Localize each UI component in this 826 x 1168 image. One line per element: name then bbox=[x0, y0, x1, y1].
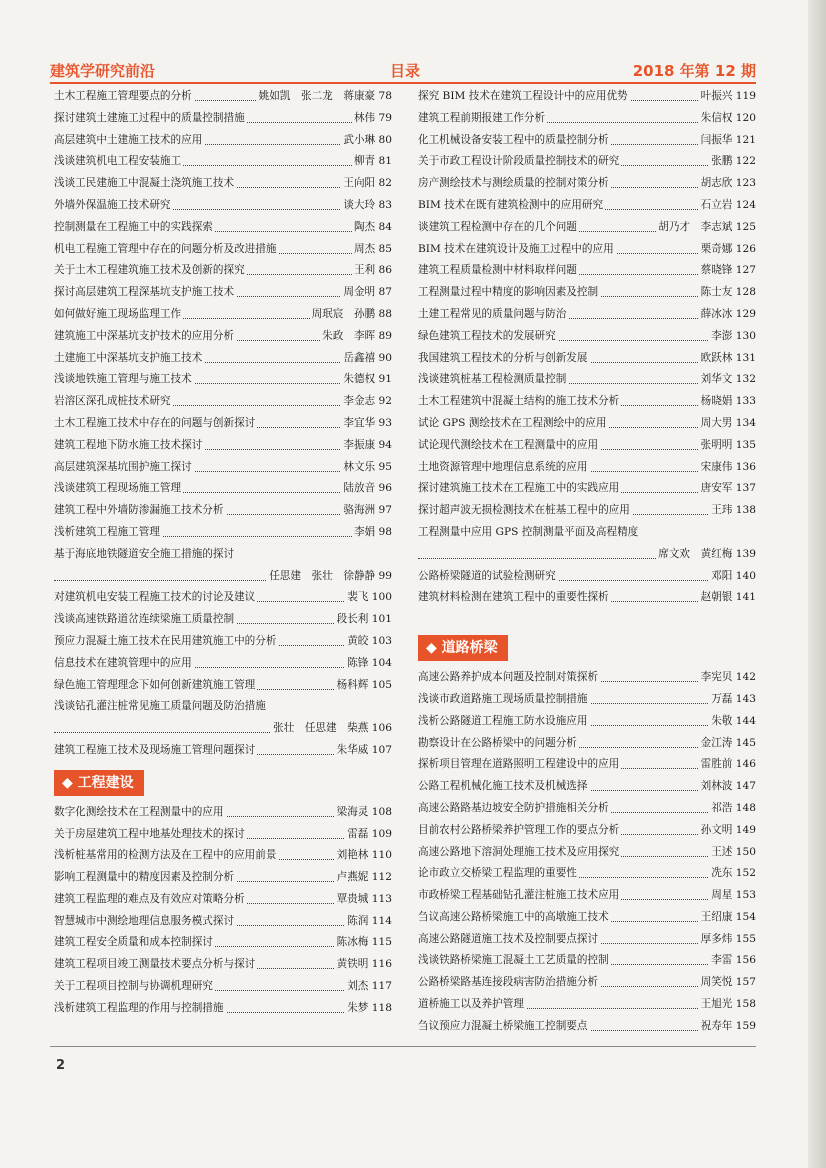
toc-entry[interactable] bbox=[418, 369, 756, 391]
entry-title: 建筑工程中外墙防渗漏施工技术分析 bbox=[54, 500, 226, 522]
entry-authors-page: 陈冰梅 115 bbox=[335, 932, 392, 954]
entry-authors-page: 朱华威 107 bbox=[335, 740, 392, 762]
toc-entry[interactable] bbox=[418, 151, 756, 173]
toc-entry[interactable] bbox=[418, 282, 756, 304]
toc-entry[interactable] bbox=[418, 173, 756, 195]
right-column bbox=[418, 86, 756, 1038]
toc-entry[interactable] bbox=[54, 544, 392, 566]
entry-authors-page: 杨科辉 105 bbox=[335, 675, 392, 697]
toc-entry[interactable] bbox=[418, 391, 756, 413]
entry-authors-page: 李宪贝 142 bbox=[699, 667, 756, 689]
entry-title: 高层建筑中土建施工技术的应用 bbox=[54, 130, 204, 152]
toc-entry[interactable] bbox=[54, 911, 392, 933]
toc-entry-continuation[interactable] bbox=[54, 718, 392, 740]
entry-title: 高速公路地下溶洞处理施工技术及应用探究 bbox=[418, 842, 621, 864]
toc-entry[interactable] bbox=[418, 217, 756, 239]
toc-entry[interactable] bbox=[54, 824, 392, 846]
issue-label: 2018 年第 12 期 bbox=[632, 62, 756, 80]
toc-entry[interactable] bbox=[54, 457, 392, 479]
entry-authors-page: 林文乐 95 bbox=[341, 457, 392, 479]
footer-rule bbox=[50, 1046, 756, 1047]
toc-entry[interactable] bbox=[418, 478, 756, 500]
entry-authors-page: 李娟 98 bbox=[352, 522, 392, 544]
entry-authors-page: 宋康伟 136 bbox=[699, 457, 756, 479]
entry-authors-page: 骆海洲 97 bbox=[341, 500, 392, 522]
toc-entry[interactable] bbox=[54, 478, 392, 500]
toc-entry[interactable] bbox=[54, 653, 392, 675]
entry-authors-page: 张明明 135 bbox=[699, 435, 756, 457]
entry-title: 高速公路隧道施工技术及控制要点探讨 bbox=[418, 929, 600, 951]
section-badge: ◆ 工程建设 bbox=[54, 770, 144, 796]
entry-title: 房产测绘技术与测绘质量的控制对策分析 bbox=[418, 173, 611, 195]
toc-entry[interactable] bbox=[54, 976, 392, 998]
toc-entry[interactable] bbox=[54, 108, 392, 130]
entry-authors-page: 朱梦 118 bbox=[345, 998, 392, 1020]
section-heading-engineering bbox=[54, 762, 392, 802]
toc-entry[interactable] bbox=[418, 522, 756, 544]
entry-authors-page: 欧跃林 131 bbox=[699, 348, 756, 370]
entry-title: 试论 GPS 测绘技术在工程测绘中的应用 bbox=[418, 413, 609, 435]
entry-authors-page: 陈润 114 bbox=[345, 911, 392, 933]
toc-entry[interactable] bbox=[54, 609, 392, 631]
entry-title: 建筑工程监理的难点及有效应对策略分析 bbox=[54, 889, 247, 911]
toc-entry[interactable] bbox=[418, 130, 756, 152]
entry-title: 关于工程项目控制与协调机理研究 bbox=[54, 976, 215, 998]
entry-authors-page: 万磊 143 bbox=[709, 689, 756, 711]
entry-title: 建筑工程安全质量和成本控制探讨 bbox=[54, 932, 215, 954]
entry-title: 浅谈地铁施工管理与施工技术 bbox=[54, 369, 194, 391]
section-heading-roads-bridges bbox=[418, 627, 756, 667]
entry-authors-page: 陈锋 104 bbox=[345, 653, 392, 675]
toc-entry[interactable] bbox=[418, 587, 756, 609]
entry-authors-page: 叶振兴 119 bbox=[699, 86, 756, 108]
toc-entry[interactable] bbox=[54, 522, 392, 544]
entry-title: 浅析桩基常用的检测方法及在工程中的应用前景 bbox=[54, 845, 278, 867]
toc-entry[interactable] bbox=[418, 776, 756, 798]
entry-authors-page: 周星 153 bbox=[709, 885, 756, 907]
entry-title: 如何做好施工现场监理工作 bbox=[54, 304, 183, 326]
entry-authors-page: 薛冰冰 129 bbox=[699, 304, 756, 326]
entry-authors-page: 祝寿年 159 bbox=[699, 1016, 756, 1038]
entry-title: 市政桥梁工程基础钻孔灌注桩施工技术应用 bbox=[418, 885, 621, 907]
toc-entry[interactable] bbox=[418, 994, 756, 1016]
toc-entry[interactable] bbox=[54, 86, 392, 108]
entry-authors-page: 冼东 152 bbox=[709, 863, 756, 885]
journal-name: 建筑学研究前沿 bbox=[50, 62, 156, 80]
toc-entry[interactable] bbox=[54, 867, 392, 889]
toc-entry[interactable] bbox=[54, 282, 392, 304]
entry-title: 数字化测绘技术在工程测量中的应用 bbox=[54, 802, 226, 824]
entry-authors-page: 姚如凯 张二龙 蒋康豪 78 bbox=[257, 86, 392, 108]
entry-authors-page: 武小琳 80 bbox=[341, 130, 392, 152]
entry-title: 关于土木工程建筑施工技术及创新的探究 bbox=[54, 260, 247, 282]
entry-authors-page: 柳青 81 bbox=[352, 151, 392, 173]
toc-entry[interactable] bbox=[54, 260, 392, 282]
toc-entry[interactable] bbox=[418, 972, 756, 994]
entry-authors-page: 段长利 101 bbox=[335, 609, 392, 631]
toc-entry[interactable] bbox=[54, 391, 392, 413]
entry-title: 建筑工程施工技术及现场施工管理问题探讨 bbox=[54, 740, 257, 762]
entry-authors-page: 杨晓娟 133 bbox=[699, 391, 756, 413]
toc-entry[interactable] bbox=[418, 842, 756, 864]
entry-authors-page: 周大男 134 bbox=[699, 413, 756, 435]
toc-entry[interactable] bbox=[54, 631, 392, 653]
toc-entry[interactable] bbox=[418, 929, 756, 951]
entry-authors-page: 刘艳林 110 bbox=[335, 845, 392, 867]
toc-entry[interactable] bbox=[418, 348, 756, 370]
entry-authors-page: 周笑悦 157 bbox=[699, 972, 756, 994]
entry-title: 刍议高速公路桥梁施工中的高墩施工技术 bbox=[418, 907, 611, 929]
entry-title: 浅析公路隧道工程施工防水设施应用 bbox=[418, 711, 590, 733]
entry-title: 土木工程建筑中混凝土结构的施工技术分析 bbox=[418, 391, 621, 413]
entry-title: 公路桥梁路基连接段病害防治措施分析 bbox=[418, 972, 600, 994]
entry-authors-page: 黄铁明 116 bbox=[335, 954, 392, 976]
entry-title: 浅谈市政道路施工现场质量控制措施 bbox=[418, 689, 590, 711]
entry-authors-page: 林伟 79 bbox=[352, 108, 392, 130]
toc-entry[interactable] bbox=[418, 435, 756, 457]
entry-authors-page: 周珉宸 孙鹏 88 bbox=[310, 304, 392, 326]
entry-authors-page: 闫振华 121 bbox=[699, 130, 756, 152]
toc-entry[interactable] bbox=[418, 1016, 756, 1038]
toc-entry[interactable] bbox=[418, 326, 756, 348]
toc-entry[interactable] bbox=[418, 304, 756, 326]
entry-authors-page: 裴飞 100 bbox=[345, 587, 392, 609]
toc-entry[interactable] bbox=[418, 907, 756, 929]
entry-title: 机电工程施工管理中存在的问题分析及改进措施 bbox=[54, 239, 278, 261]
toc-entry[interactable] bbox=[418, 86, 756, 108]
toc-entry[interactable] bbox=[418, 711, 756, 733]
entry-title: 外墙外保温施工技术研究 bbox=[54, 195, 173, 217]
entry-authors-page: 刘华文 132 bbox=[699, 369, 756, 391]
toc-entry[interactable] bbox=[54, 239, 392, 261]
entry-title: BIM 技术在建筑设计及施工过程中的应用 bbox=[418, 239, 616, 261]
section-badge: ◆ 道路桥梁 bbox=[418, 635, 508, 661]
entry-authors-page: 周杰 85 bbox=[352, 239, 392, 261]
entry-authors-page: 李宜华 93 bbox=[341, 413, 392, 435]
toc-entry[interactable] bbox=[418, 820, 756, 842]
toc-entry[interactable] bbox=[418, 195, 756, 217]
toc-entry[interactable] bbox=[54, 932, 392, 954]
entry-title: 绿色施工管理理念下如何创新建筑施工管理 bbox=[54, 675, 257, 697]
entry-authors-page: 孙文明 149 bbox=[699, 820, 756, 842]
entry-title: 高速公路养护成本问题及控制对策探析 bbox=[418, 667, 600, 689]
entry-authors-page: 朱德权 91 bbox=[341, 369, 392, 391]
toc-entry[interactable] bbox=[54, 435, 392, 457]
entry-title: 勘察设计在公路桥梁中的问题分析 bbox=[418, 733, 579, 755]
entry-authors-page: 陈士友 128 bbox=[699, 282, 756, 304]
entry-authors-page: 蔡晓锋 127 bbox=[699, 260, 756, 282]
header-rule bbox=[50, 82, 756, 84]
entry-authors-page: 石立岩 124 bbox=[699, 195, 756, 217]
entry-authors-page: 王玮 138 bbox=[709, 500, 756, 522]
toc-entry[interactable] bbox=[54, 195, 392, 217]
toc-entry[interactable] bbox=[54, 696, 392, 718]
toc-entry[interactable] bbox=[54, 348, 392, 370]
entry-title: 浅谈建筑桩基工程检测质量控制 bbox=[418, 369, 568, 391]
entry-authors-page: 黄皎 103 bbox=[345, 631, 392, 653]
entry-title: 关于市政工程设计阶段质量控制技术的研究 bbox=[418, 151, 621, 173]
page-number: 2 bbox=[56, 1058, 66, 1073]
toc-entry[interactable] bbox=[418, 239, 756, 261]
entry-title: 探究 BIM 技术在建筑工程设计中的应用优势 bbox=[418, 86, 630, 108]
entry-title: 建筑材料检测在建筑工程中的重要性探析 bbox=[418, 587, 611, 609]
toc-entry[interactable] bbox=[418, 950, 756, 972]
entry-authors-page: 刘林波 147 bbox=[699, 776, 756, 798]
entry-authors-page: 陶杰 84 bbox=[352, 217, 392, 239]
entry-authors-page: 张鹏 122 bbox=[709, 151, 756, 173]
entry-authors-page: 厚多炜 155 bbox=[699, 929, 756, 951]
toc-entry[interactable] bbox=[54, 954, 392, 976]
toc-title: 目录 bbox=[390, 62, 421, 80]
entry-title: 浅谈铁路桥梁施工混凝土工艺质量的控制 bbox=[418, 950, 611, 972]
entry-title: 土建工程常见的质量问题与防治 bbox=[418, 304, 568, 326]
entry-title: 浅谈建筑机电工程安装施工 bbox=[54, 151, 183, 173]
toc-entry[interactable] bbox=[54, 217, 392, 239]
entry-authors-page: 李澎 130 bbox=[709, 326, 756, 348]
entry-authors-page: 邓阳 140 bbox=[709, 566, 756, 588]
toc-entry[interactable] bbox=[54, 500, 392, 522]
entry-title: 浅谈钻孔灌注桩常见施工质量问题及防治措施 bbox=[54, 696, 268, 718]
toc-entry-continuation[interactable] bbox=[54, 566, 392, 588]
entry-title: 道桥施工以及养护管理 bbox=[418, 994, 526, 1016]
toc-entry[interactable] bbox=[418, 733, 756, 755]
toc-entry[interactable] bbox=[418, 413, 756, 435]
entry-authors-page: 胡志欣 123 bbox=[699, 173, 756, 195]
entry-title: 试论现代测绘技术在工程测量中的应用 bbox=[418, 435, 600, 457]
entry-title: 化工机械设备安装工程中的质量控制分析 bbox=[418, 130, 611, 152]
entry-title: 土地资源管理中地理信息系统的应用 bbox=[418, 457, 590, 479]
left-column bbox=[54, 86, 392, 1020]
entry-authors-page: 唐安军 137 bbox=[699, 478, 756, 500]
entry-title: 探析项目管理在道路照明工程建设中的应用 bbox=[418, 754, 621, 776]
entry-title: 目前农村公路桥梁养护管理工作的要点分析 bbox=[418, 820, 621, 842]
entry-title: 绿色建筑工程技术的发展研究 bbox=[418, 326, 558, 348]
entry-title: 影响工程测量中的精度因素及控制分析 bbox=[54, 867, 236, 889]
toc-entry[interactable] bbox=[418, 863, 756, 885]
entry-title: BIM 技术在既有建筑检测中的应用研究 bbox=[418, 195, 605, 217]
entry-authors-page: 朱敬 144 bbox=[709, 711, 756, 733]
toc-entry[interactable] bbox=[418, 566, 756, 588]
toc-entry[interactable] bbox=[54, 802, 392, 824]
entry-authors-page: 梁海灵 108 bbox=[335, 802, 392, 824]
entry-title: 关于房屋建筑工程中地基处理技术的探讨 bbox=[54, 824, 247, 846]
toc-entry[interactable] bbox=[418, 500, 756, 522]
entry-authors-page: 朱信权 120 bbox=[699, 108, 756, 130]
entry-authors-page: 朱政 李晖 89 bbox=[320, 326, 392, 348]
entry-title: 建筑工程前期报建工作分析 bbox=[418, 108, 547, 130]
entry-authors-page: 覃贵城 113 bbox=[335, 889, 392, 911]
entry-title: 浅析建筑工程施工管理 bbox=[54, 522, 162, 544]
toc-entry[interactable] bbox=[418, 667, 756, 689]
entry-authors-page: 王述 150 bbox=[709, 842, 756, 864]
entry-title: 论市政立交桥梁工程监理的重要性 bbox=[418, 863, 579, 885]
toc-entry[interactable] bbox=[418, 260, 756, 282]
entry-authors-page: 张壮 任思建 柴燕 106 bbox=[271, 718, 392, 740]
toc-entry[interactable] bbox=[418, 689, 756, 711]
entry-title: 刍议预应力混凝土桥梁施工控制要点 bbox=[418, 1016, 590, 1038]
entry-title: 探讨建筑土建施工过程中的质量控制措施 bbox=[54, 108, 247, 130]
toc-entry[interactable] bbox=[54, 675, 392, 697]
entry-authors-page: 席文欢 黄红梅 139 bbox=[656, 544, 756, 566]
entry-authors-page: 赵朝银 141 bbox=[699, 587, 756, 609]
entry-title: 工程测量过程中精度的影响因素及控制 bbox=[418, 282, 600, 304]
page-edge bbox=[808, 0, 826, 1168]
entry-title: 对建筑机电安装工程施工技术的讨论及建议 bbox=[54, 587, 257, 609]
toc-entry[interactable] bbox=[54, 998, 392, 1020]
entry-title: 基于海底地铁隧道安全施工措施的探讨 bbox=[54, 544, 236, 566]
entry-title: 公路桥梁隧道的试验检测研究 bbox=[418, 566, 558, 588]
entry-title: 建筑工程地下防水施工技术探讨 bbox=[54, 435, 204, 457]
toc-entry[interactable] bbox=[54, 845, 392, 867]
entry-authors-page: 李金志 92 bbox=[341, 391, 392, 413]
entry-authors-page: 王向阳 82 bbox=[341, 173, 392, 195]
entry-title: 控制测量在工程施工中的实践探索 bbox=[54, 217, 215, 239]
entry-title: 土木工程施工管理要点的分析 bbox=[54, 86, 194, 108]
toc-entry[interactable] bbox=[54, 413, 392, 435]
entry-authors-page: 王绍康 154 bbox=[699, 907, 756, 929]
entry-title: 探讨高层建筑工程深基坑支护施工技术 bbox=[54, 282, 236, 304]
toc-entry[interactable] bbox=[54, 889, 392, 911]
toc-entry[interactable] bbox=[54, 151, 392, 173]
entry-title: 建筑工程项目竣工测量技术要点分析与探讨 bbox=[54, 954, 257, 976]
toc-entry[interactable] bbox=[54, 740, 392, 762]
entry-title: 公路工程机械化施工技术及机械选择 bbox=[418, 776, 590, 798]
entry-title: 建筑施工中深基坑支护技术的应用分析 bbox=[54, 326, 236, 348]
entry-title: 高速公路路基边坡安全防护措施相关分析 bbox=[418, 798, 611, 820]
toc-entry[interactable] bbox=[54, 587, 392, 609]
entry-title: 浅谈工民建施工中混凝土浇筑施工技术 bbox=[54, 173, 236, 195]
entry-authors-page: 王旭光 158 bbox=[699, 994, 756, 1016]
entry-authors-page: 谈大玲 83 bbox=[341, 195, 392, 217]
entry-authors-page: 任思建 张壮 徐静静 99 bbox=[267, 566, 392, 588]
toc-entry[interactable] bbox=[418, 885, 756, 907]
toc-entry[interactable] bbox=[418, 798, 756, 820]
entry-authors-page: 刘杰 117 bbox=[345, 976, 392, 998]
entry-title: 土木工程施工技术中存在的问题与创新探讨 bbox=[54, 413, 257, 435]
toc-entry[interactable] bbox=[54, 130, 392, 152]
entry-title: 智慧城市中测绘地理信息服务模式探讨 bbox=[54, 911, 236, 933]
entry-title: 探讨超声波无损检测技术在桩基工程中的应用 bbox=[418, 500, 632, 522]
entry-authors-page: 陆放音 96 bbox=[341, 478, 392, 500]
toc-entry[interactable] bbox=[418, 108, 756, 130]
toc-entry[interactable] bbox=[54, 173, 392, 195]
entry-authors-page: 雷磊 109 bbox=[345, 824, 392, 846]
entry-authors-page: 周金明 87 bbox=[341, 282, 392, 304]
entry-authors-page: 金江涛 145 bbox=[699, 733, 756, 755]
entry-authors-page: 雷胜前 146 bbox=[699, 754, 756, 776]
toc-entry[interactable] bbox=[54, 369, 392, 391]
page-header bbox=[50, 58, 756, 84]
toc-entry[interactable] bbox=[418, 457, 756, 479]
entry-title: 工程测量中应用 GPS 控制测量平面及高程精度 bbox=[418, 522, 640, 544]
toc-entry[interactable] bbox=[418, 754, 756, 776]
entry-title: 探讨建筑施工技术在工程施工中的实践应用 bbox=[418, 478, 621, 500]
entry-authors-page: 栗奇娜 126 bbox=[699, 239, 756, 261]
toc-entry[interactable] bbox=[54, 326, 392, 348]
entry-title: 预应力混凝土施工技术在民用建筑施工中的分析 bbox=[54, 631, 278, 653]
entry-authors-page: 卢燕妮 112 bbox=[335, 867, 392, 889]
entry-title: 信息技术在建筑管理中的应用 bbox=[54, 653, 194, 675]
entry-title: 高层建筑深基坑围护施工探讨 bbox=[54, 457, 194, 479]
entry-authors-page: 李振康 94 bbox=[341, 435, 392, 457]
entry-title: 浅析建筑工程监理的作用与控制措施 bbox=[54, 998, 226, 1020]
entry-authors-page: 岳鑫禧 90 bbox=[341, 348, 392, 370]
entry-title: 岩溶区深孔成桩技术研究 bbox=[54, 391, 173, 413]
toc-entry[interactable] bbox=[54, 304, 392, 326]
entry-title: 谈建筑工程检测中存在的几个问题 bbox=[418, 217, 579, 239]
toc-entry-continuation[interactable] bbox=[418, 544, 756, 566]
entry-title: 土建施工中深基坑支护施工技术 bbox=[54, 348, 204, 370]
entry-authors-page: 王利 86 bbox=[352, 260, 392, 282]
entry-authors-page: 胡乃才 李志斌 125 bbox=[656, 217, 756, 239]
entry-title: 建筑工程质量检测中材料取样问题 bbox=[418, 260, 579, 282]
entry-title: 浅谈高速铁路道岔连续梁施工质量控制 bbox=[54, 609, 236, 631]
entry-title: 我国建筑工程技术的分析与创新发展 bbox=[418, 348, 590, 370]
entry-authors-page: 祁浩 148 bbox=[709, 798, 756, 820]
entry-title: 浅谈建筑工程现场施工管理 bbox=[54, 478, 183, 500]
entry-authors-page: 李雷 156 bbox=[709, 950, 756, 972]
